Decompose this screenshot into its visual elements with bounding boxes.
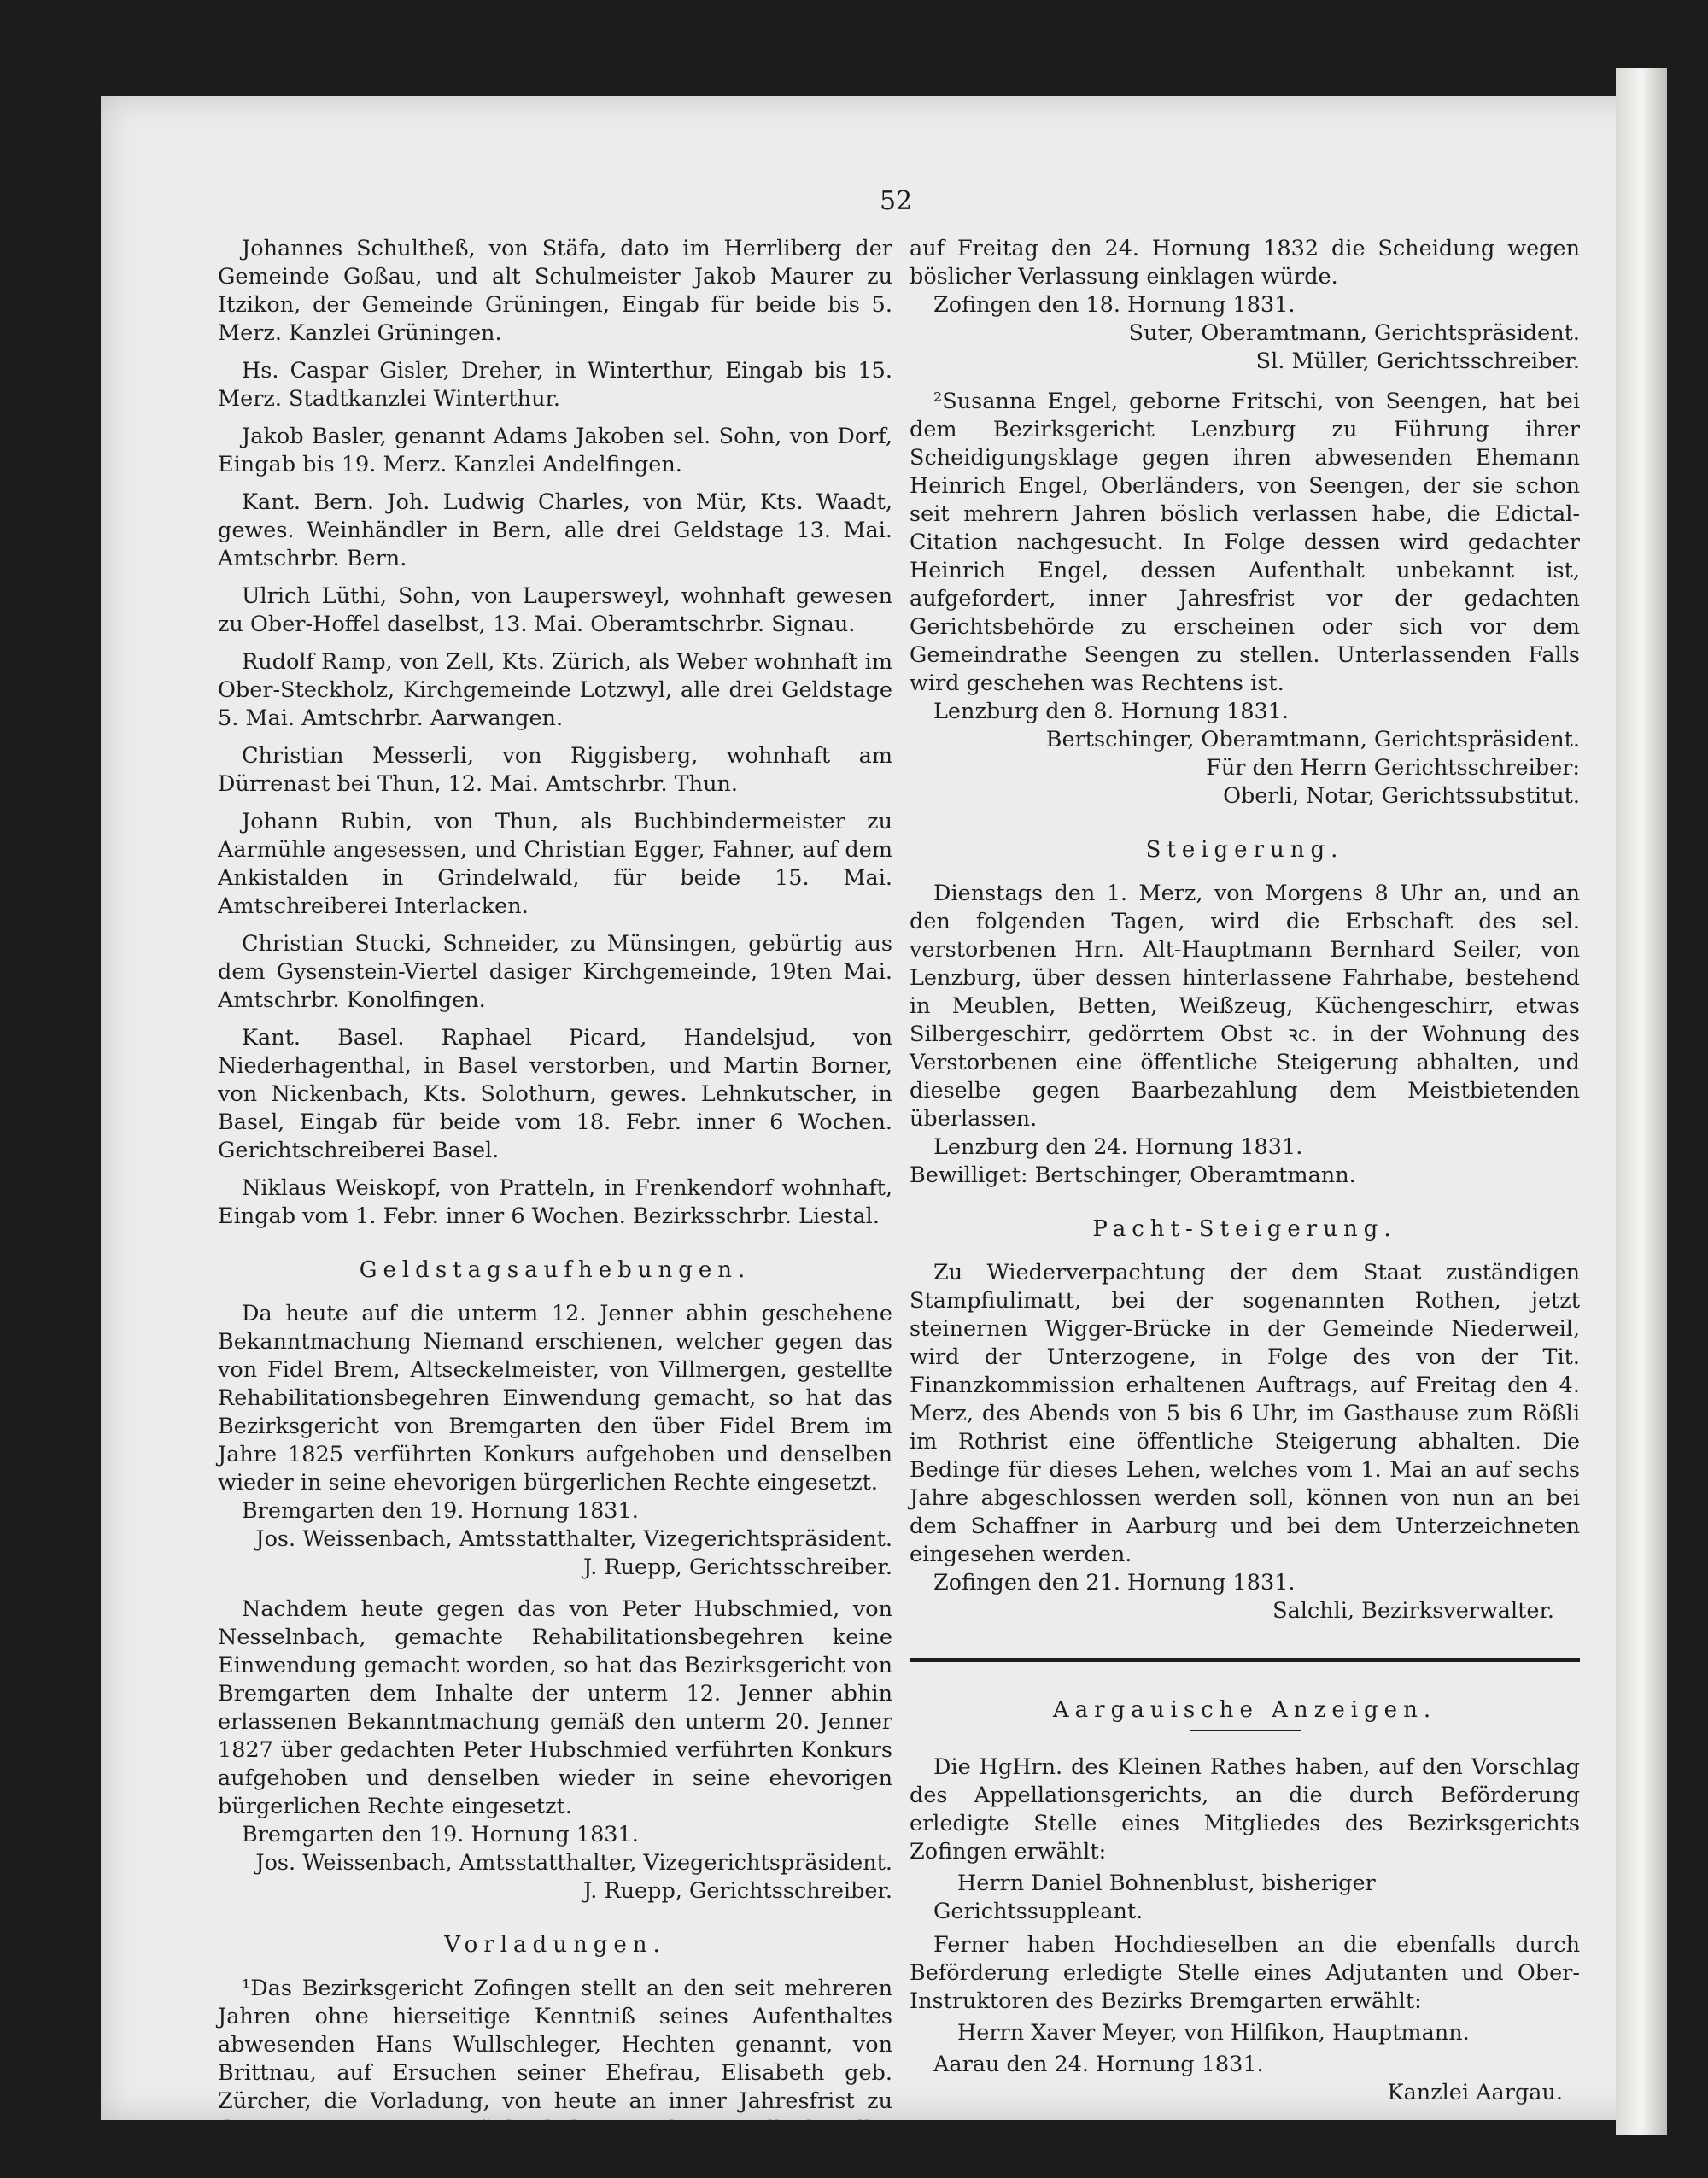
notice-place-date: Aarau den 24. Hornung 1831. (933, 2052, 1264, 2077)
notice-signature: Für den Herrn Gerichtsschreiber: (1206, 755, 1580, 781)
notice-signature: Salchli, Bezirksverwalter. (1272, 1598, 1554, 1624)
notice-text: Zu Wiederverpachtung der dem Staat zuständigen Stampfiulimatt, bei der sogenannten Rothen, jetzt steinernen Wigger-Brücke in der Gemeinde Niederweil, wird der Unterzogene, in Folge des von der Tit. Finanzkommission erhaltenen Auftrags, auf Freitag den 4. Merz, des Abends von 5 bis 6 Uhr, im Gasthause zum Rößli im Rothrist eine öffentliche Steigerung abhalten. Die Bedinge für dieses Lehen, welches vom 1. Mai an auf sechs Jahre abgeschlossen werden soll, können von nun an bei dem Schaffner in Aarburg und bei dem Unterzeichneten eingesehen werden. (910, 1260, 1580, 1567)
notice-signature: Sl. Müller, Gerichtsschreiber. (1255, 348, 1580, 374)
notice-place-date: Zofingen den 18. Hornung 1831. (933, 292, 1296, 318)
section-heading-vorladungen: Vorladungen. (444, 1932, 666, 1958)
notice-signature: Jos. Weissenbach, Amtsstatthalter, Vizegerichtspräsident. (255, 1526, 892, 1552)
notice-signature: J. Ruepp, Gerichtsschreiber. (582, 1878, 892, 1904)
notice-text: Dienstags den 1. Merz, von Morgens 8 Uhr an, und an den folgenden Tagen, wird die Erbschaft des sel. verstorbenen Hrn. Alt-Hauptmann Bernhard Seiler, von Lenzburg, über dessen hinterlassene Fahrhabe, bestehend in Meublen, Betten, Weißzeug, Küchengeschirr, etwas Silbergeschirr, gedörrtem Obst ꝛc. in der Wohnung des Verstorbenen eine öffentliche Steigerung abhalten, und dieselbe gegen Baarbezahlung dem Meistbietenden überlassen. (910, 881, 1580, 1132)
notice-text: ²Susanna Engel, geborne Fritschi, von Seengen, hat bei dem Bezirksgericht Lenzburg zu Führung ihrer Scheidigungsklage gegen ihren abwesenden Ehemann Heinrich Engel, Oberländers, von Seengen, der sie schon seit mehrern Jahren böslich verlassen habe, die Edictal-Citation nachgesucht. In Folge dessen wird gedachter Heinrich Engel, dessen Aufenthalt unbekannt ist, aufgefordert, inner Jahresfrist vor der gedachten Gerichtsbehörde zu erscheinen oder sich vor dem Gemeindrathe Seengen zu stellen. Unterlassenden Falls wird geschehen was Rechtens ist. (910, 389, 1580, 696)
section-heading-aargauische-anzeigen: Aargauische Anzeigen. (1052, 1697, 1437, 1723)
notice-signature: Oberli, Notar, Gerichtssubstitut. (1223, 783, 1580, 809)
notice-text: Nachdem heute gegen das von Peter Hubschmied, von Nesselnbach, gemachte Rehabilitationsbegehren keine Einwendung gemacht worden, so hat das Bezirksgericht von Bremgarten dem Inhalte der unterm 12. Jenner abhin erlassenen Bekanntmachung gemäß den unterm 20. Jenner 1827 über gedachten Peter Hubschmied verführten Konkurs aufgehoben und denselben wieder in seine ehevorigen bürgerlichen Rechte eingesetzt. (218, 1596, 892, 1819)
notice-place-date: Lenzburg den 24. Hornung 1831. (933, 1134, 1303, 1160)
left-column (218, 235, 892, 2153)
notice-signature: Suter, Oberamtmann, Gerichtspräsident. (1128, 320, 1580, 346)
notice-signature: Kanzlei Aargau. (1387, 2080, 1563, 2105)
notice-entry: Jakob Basler, genannt Adams Jakoben sel. Sohn, von Dorf, Eingab bis 19. Merz. Kanzlei Andelfingen. (218, 424, 892, 477)
appointee-name: Herrn Xaver Meyer, von Hilfikon, Hauptmann. (957, 2020, 1470, 2046)
notice-text: Ferner haben Hochdieselben an die ebenfalls durch Beförderung erledigte Stelle eines Adjutanten und Ober-Instruktoren des Bezirks Bremgarten erwählt: (910, 1932, 1580, 2014)
notice-entry: Hs. Caspar Gisler, Dreher, in Winterthur, Eingab bis 15. Merz. Stadtkanzlei Winterthur. (218, 358, 892, 412)
notice-signature: Bewilliget: Bertschinger, Oberamtmann. (910, 1162, 1356, 1188)
right-column (910, 235, 1580, 2107)
notice-text: ¹Das Bezirksgericht Zofingen stellt an den seit mehreren Jahren ohne hierseitige Kenntniß seines Aufenthaltes abwesenden Hans Wullschleger, Hechten genannt, von Brittnau, auf Ersuchen seiner Ehefrau, Elisabeth geb. Zürcher, die Vorladung, von heute an inner Jahresfrist zu dieser seiner Gattin zurückzukehren, widrigen Falls dieselbe (218, 1976, 892, 2142)
notice-entry: Ulrich Lüthi, Sohn, von Laupersweyl, wohnhaft gewesen zu Ober-Hoffel daselbst, 13. Mai. Oberamtschrbr. Signau. (218, 583, 892, 637)
notice-signature: J. Ruepp, Gerichtsschreiber. (582, 1554, 892, 1580)
notice-place-date: Bremgarten den 19. Hornung 1831. (242, 1498, 639, 1524)
section-divider (910, 1658, 1580, 1662)
notice-signature: Bertschinger, Oberamtmann, Gerichtspräsident. (1045, 727, 1580, 752)
section-heading-steigerung: Steigerung. (1145, 837, 1344, 863)
notice-entry: Johann Rubin, von Thun, als Buchbindermeister zu Aarmühle angesessen, und Christian Egger, Fahner, auf dem Ankistalden in Grindelwald, für beide 15. Mai. Amtschreiberei Interlacken. (218, 809, 892, 919)
notice-signature: Jos. Weissenbach, Amtsstatthalter, Vizegerichtspräsident. (255, 1850, 892, 1876)
notice-entry: Christian Messerli, von Riggisberg, wohnhaft am Dürrenast bei Thun, 12. Mai. Amtschrbr. Thun. (218, 743, 892, 797)
page-number: 52 (880, 186, 913, 216)
notice-entry: Christian Stucki, Schneider, zu Münsingen, gebürtig aus dem Gysenstein-Viertel dasiger Kirchgemeinde, 19ten Mai. Amtschrbr. Konolfingen. (218, 931, 892, 1013)
notice-text-continued: auf Freitag den 24. Hornung 1832 die Scheidung wegen böslicher Verlassung einklagen würde. (910, 236, 1580, 290)
section-heading-pacht-steigerung: Pacht-Steigerung. (1092, 1216, 1397, 1242)
heading-underline (1190, 1730, 1301, 1731)
notice-place-date: Zofingen den 21. Hornung 1831. (933, 1570, 1296, 1595)
notice-place-date: Bremgarten den 19. Hornung 1831. (242, 1822, 639, 1847)
page-spine-edge (1616, 68, 1667, 2135)
notice-entry: Kant. Bern. Joh. Ludwig Charles, von Mür, Kts. Waadt, gewes. Weinhändler in Bern, alle drei Geldstage 13. Mai. Amtschrbr. Bern. (218, 489, 892, 571)
section-heading-geldstagsaufhebungen: Geldstagsaufhebungen. (359, 1257, 752, 1283)
notice-entry: Johannes Schultheß, von Stäfa, dato im Herrliberg der Gemeinde Goßau, und alt Schulmeister Jakob Maurer zu Itzikon, der Gemeinde Grüningen, Eingab für beide bis 5. Merz. Kanzlei Grüningen. (218, 236, 892, 346)
appointee-name: Herrn Daniel Bohnenblust, bisheriger Gerichtssuppleant. (933, 1871, 1376, 1924)
notice-entry: Kant. Basel. Raphael Picard, Handelsjud, von Niederhagenthal, in Basel verstorben, und Martin Borner, von Nickenbach, Kts. Solothurn, gewes. Lehnkutscher, in Basel, Eingab für beide vom 18. Febr. inner 6 Wochen. Gerichtschreiberei Basel. (218, 1025, 892, 1163)
notice-text: Da heute auf die unterm 12. Jenner abhin geschehene Bekanntmachung Niemand erschienen, welcher gegen das von Fidel Brem, Altseckelmeister, von Villmergen, gestellte Rehabilitationsbegehren Einwendung gemacht, so hat das Bezirksgericht von Bremgarten den über Fidel Brem im Jahre 1825 verführten Konkurs aufgehoben und denselben wieder in seine ehevorigen bürgerlichen Rechte eingesetzt. (218, 1301, 892, 1496)
notice-place-date: Lenzburg den 8. Hornung 1831. (933, 699, 1290, 724)
notice-entry: Niklaus Weiskopf, von Pratteln, in Frenkendorf wohnhaft, Eingab vom 1. Febr. inner 6 Wochen. Bezirksschrbr. Liestal. (218, 1175, 892, 1229)
notice-entry: Rudolf Ramp, von Zell, Kts. Zürich, als Weber wohnhaft im Ober-Steckholz, Kirchgemeinde Lotzwyl, alle drei Geldstage 5. Mai. Amtschrbr. Aarwangen. (218, 649, 892, 731)
notice-text: Die HgHrn. des Kleinen Rathes haben, auf den Vorschlag des Appellationsgerichts, an die durch Beförderung erledigte Stelle eines Mitgliedes des Bezirksgerichts Zofingen erwählt: (910, 1754, 1580, 1865)
